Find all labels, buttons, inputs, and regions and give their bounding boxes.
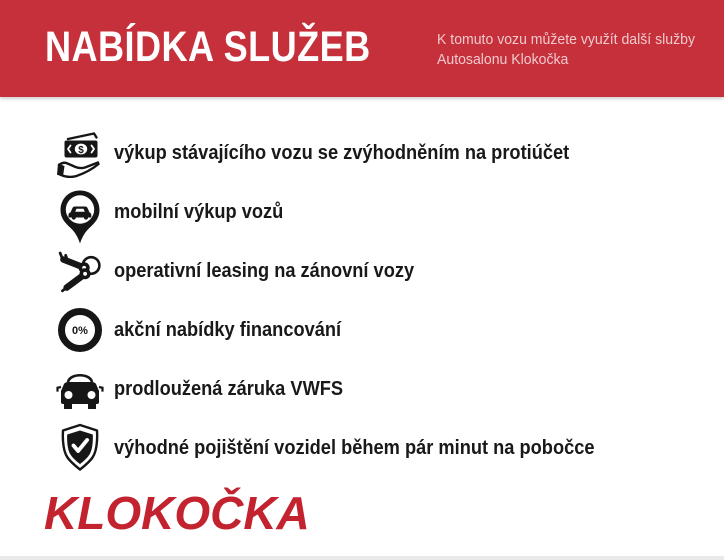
header-banner (0, 0, 724, 97)
shield-check-icon (56, 419, 104, 477)
header-subtitle-line2: Autosalonu Klokočka (437, 52, 569, 68)
service-row-zaruka (56, 359, 706, 418)
page-title: NABÍDKA SLUŽEB (45, 23, 371, 71)
klokocka-logo: KLOKOČKA (44, 487, 310, 539)
service-row-mobilni-vykup (56, 182, 706, 241)
header-subtitle-line1: K tomuto vozu můžete využít další služby (437, 32, 695, 48)
car-front-icon (56, 360, 104, 418)
service-label: výkup stávajícího vozu se zvýhodněním na protiúčet (114, 140, 570, 164)
location-pin-car-icon (56, 183, 104, 241)
service-row-leasing (56, 241, 706, 300)
service-row-vykup (56, 123, 706, 182)
bottom-divider (0, 556, 724, 560)
service-label: výhodné pojištění vozidel během pár minut na pobočce (114, 435, 595, 459)
header-subtitle (437, 30, 695, 70)
services-list (56, 123, 706, 477)
service-label: operativní leasing na zánovní vozy (114, 258, 415, 282)
service-label: mobilní výkup vozů (114, 199, 284, 223)
zero-percent-glyph: 0% (72, 324, 88, 337)
service-row-pojisteni (56, 418, 706, 477)
service-label: akční nabídky financování (114, 317, 342, 341)
service-row-financovani (56, 300, 706, 359)
service-label: prodloužená záruka VWFS (114, 376, 344, 400)
money-symbol-glyph: $ (78, 144, 84, 156)
money-hand-icon (56, 124, 104, 182)
zero-percent-icon (56, 301, 104, 359)
car-keys-icon (56, 242, 104, 300)
